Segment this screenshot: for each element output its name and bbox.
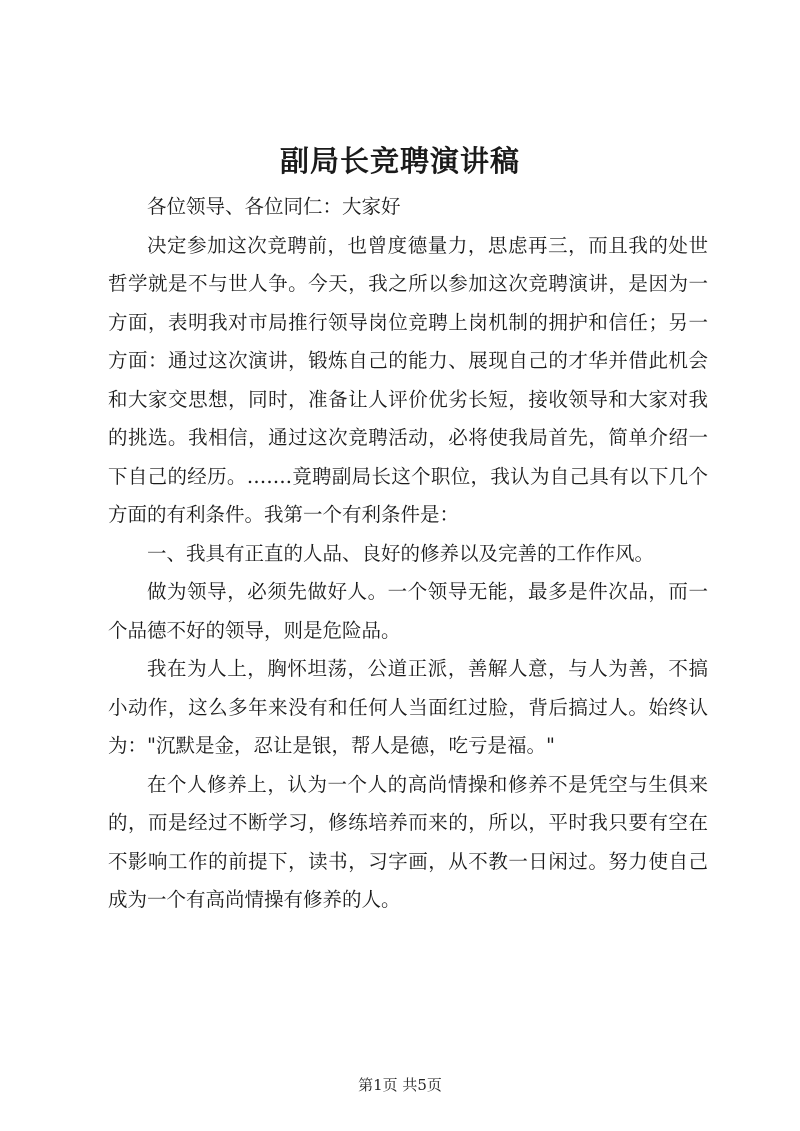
document-body: [108, 188, 708, 920]
section-heading: 一、我具有正直的人品、良好的修养以及完善的工作作风。: [147, 541, 655, 565]
body-paragraph: 在个人修养上，认为一个人的高尚情操和修养不是凭空与生俱来的，而是经过不断学习，修练培养而来的，所以，平时我只要有空在不影响工作的前提下，读书，习字画，从不教一日闲过。努力使自己成为一个有高尚情操有修养的人。: [108, 772, 708, 911]
page-title: 副局长竞聘演讲稿: [279, 144, 520, 178]
body-paragraph: 做为领导，必须先做好人。一个领导无能，最多是件次品，而一个品德不好的领导，则是危险品。: [108, 580, 708, 642]
body-paragraph: 决定参加这次竞聘前，也曾度德量力，思虑再三，而且我的处世哲学就是不与世人争。今天，我之所以参加这次竞聘演讲，是因为一方面，表明我对市局推行领导岗位竞聘上岗机制的拥护和信任；另一方面：通过这次演讲，锻炼自己的能力、展现自己的才华并借此机会和大家交思想，同时，准备让人评价优劣长短，接收领导和大家对我的挑选。我相信，通过这次竞聘活动，必将使我局首先，简单介绍一下自己的经历。…….竟聘副局长这个职位，我认为自己具有以下几个方面的有利条件。我第一个有利条件是：: [108, 233, 708, 526]
body-paragraph: 我在为人上，胸怀坦荡，公道正派，善解人意，与人为善，不搞小动作，这么多年来没有和任何人当面红过脸，背后搞过人。始终认为："沉默是金，忍让是银，帮人是德，吃亏是福。": [108, 657, 708, 757]
page-footer: 第1页 共5页: [358, 1076, 442, 1094]
greeting-paragraph: 各位领导、各位同仁：大家好: [147, 195, 401, 218]
